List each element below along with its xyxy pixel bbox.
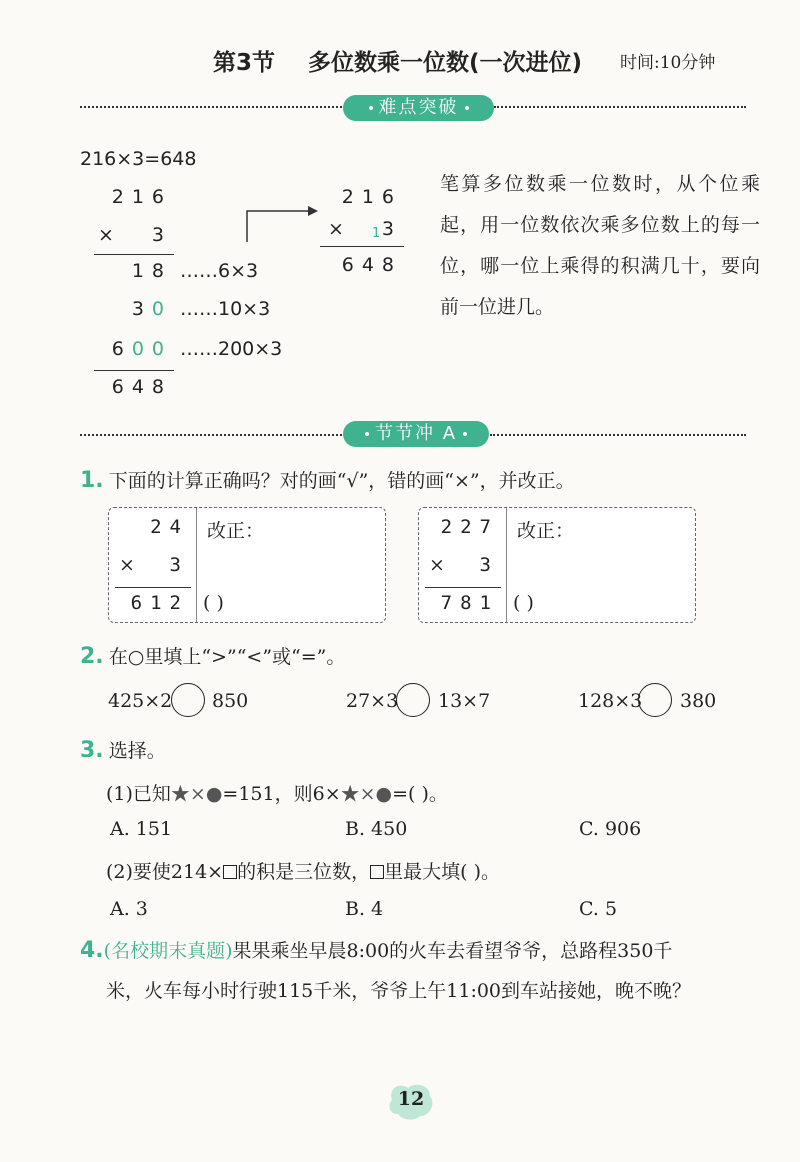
vertical-calc-compact: 216 × 1 3 648: [310, 178, 410, 288]
question-4: 4.(名校期末真题)果果乘坐早晨8:00的火车去看望爷爷，总路程350千: [80, 938, 673, 963]
compare-3-left: 128×3: [578, 690, 643, 712]
rule-note: 笔算多位数乘一位数时，从个位乘起，用一位数依次乘多位数上的每一位，哪一位上乘得的积满几十，要向前一位进几。: [440, 173, 760, 318]
answer-box-1: 24 × 3 612 改正： ( ): [108, 507, 386, 623]
compare-1-left: 425×2: [108, 690, 173, 712]
section-title: 多位数乘一位数(一次进位): [308, 50, 583, 76]
carry-digit: 1: [372, 226, 381, 241]
fix-label: 改正：: [207, 520, 265, 542]
answer-box-2: 227 × 3 781 改正： ( ): [418, 507, 696, 623]
blank-square-icon: [370, 865, 384, 879]
option-c[interactable]: C. 5: [579, 898, 618, 920]
compare-2-left: 27×3: [346, 690, 399, 712]
question-3-1: (1)已知★×●=151，则6×★×●=( )。: [106, 783, 448, 805]
source-tag: (名校期末真题): [103, 940, 233, 962]
compare-circle-1[interactable]: [171, 683, 205, 717]
question-3: 3. 选择。: [80, 738, 166, 763]
answer-paren[interactable]: ( ): [513, 592, 534, 614]
question-4-line2: 米，火车每小时行驶115千米，爷爷上午11:00到车站接她，晚不晚？: [106, 980, 692, 1002]
question-3-2: (2)要使214× 的积是三位数， 里最大填( )。: [106, 861, 500, 883]
banner-difficulty: 难点突破: [343, 95, 494, 121]
option-a[interactable]: A. 151: [110, 818, 173, 840]
divider-left-2: [80, 434, 342, 436]
fix-label: 改正：: [517, 520, 575, 542]
option-a[interactable]: A. 3: [110, 898, 148, 920]
banner-practice: 节节冲 A: [343, 421, 489, 447]
blank-square-icon: [223, 865, 237, 879]
page-number: 12: [397, 1088, 425, 1110]
answer-paren[interactable]: ( ): [203, 592, 224, 614]
example-equation: 216×3=648: [80, 148, 197, 170]
compare-circle-3[interactable]: [638, 683, 672, 717]
compare-circle-2[interactable]: [396, 683, 430, 717]
option-b[interactable]: B. 4: [345, 898, 384, 920]
option-b[interactable]: B. 450: [345, 818, 408, 840]
divider-right-2: [490, 434, 746, 436]
section-number: 第3节: [213, 50, 276, 76]
compare-1-right: 850: [212, 690, 249, 712]
vertical-calc-expanded: 216 × 3 18 ……6×3 30 ……10×3 600 ……200×3 648: [80, 178, 330, 408]
divider-right: [494, 106, 746, 108]
compare-2-right: 13×7: [438, 690, 491, 712]
option-c[interactable]: C. 906: [579, 818, 642, 840]
arrow-icon: [244, 204, 320, 244]
divider-left: [80, 106, 342, 108]
question-2: 2. 在○里填上“>”“<”或“=”。: [80, 644, 346, 669]
question-1: 1. 下面的计算正确吗？对的画“√”，错的画“×”，并改正。: [80, 468, 575, 493]
compare-3-right: 380: [680, 690, 717, 712]
time-limit: 时间:10分钟: [620, 53, 716, 73]
